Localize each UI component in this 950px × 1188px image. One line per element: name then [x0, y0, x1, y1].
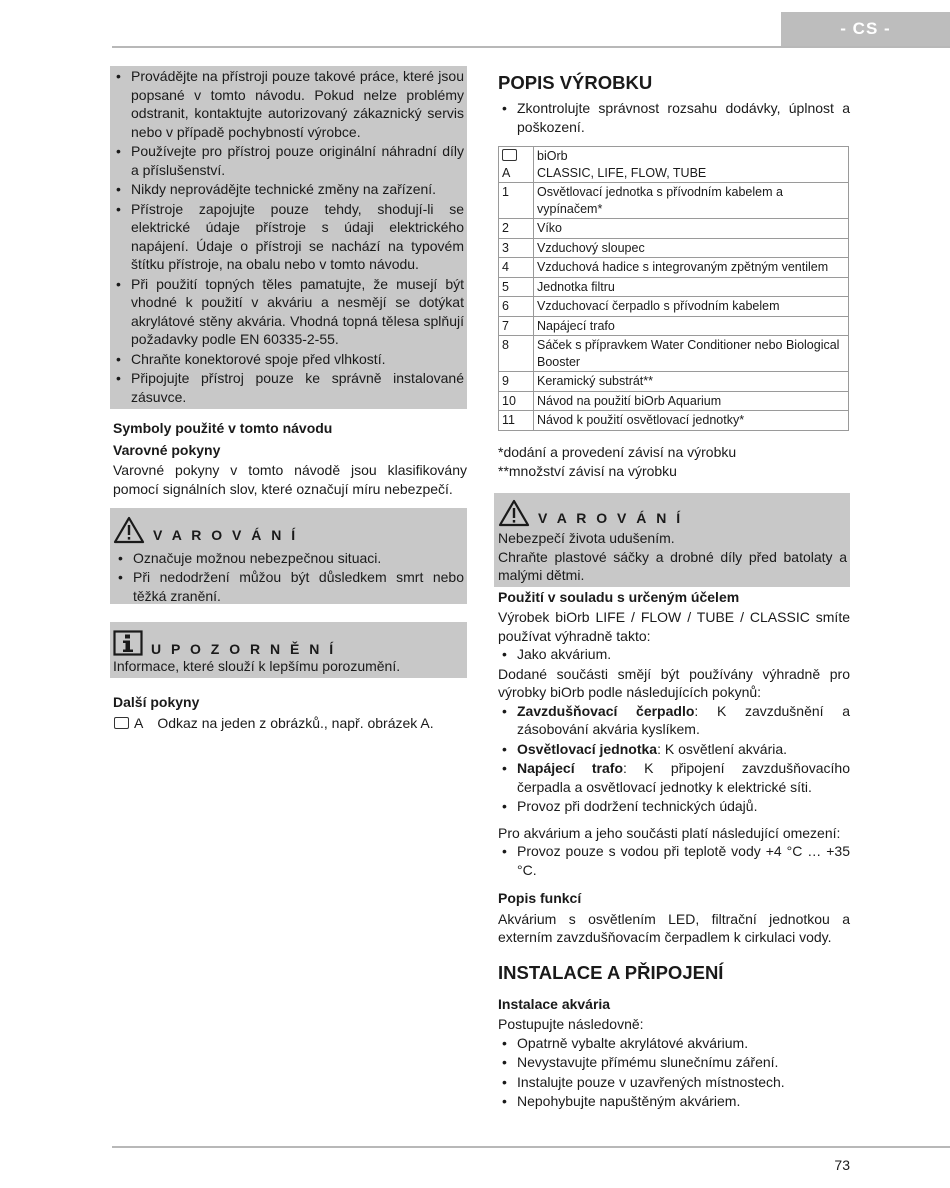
table-cell: Napájecí trafo	[534, 316, 849, 336]
installation-subheading: Instalace akvária	[498, 995, 611, 1012]
table-cell: Vzduchový sloupec	[534, 238, 849, 258]
table-cell: Jednotka filtru	[534, 277, 849, 297]
table-cell: 4	[499, 258, 534, 278]
parts-title: biOrb	[537, 149, 568, 163]
table-cell: Vzduchová hadice s integrovaným zpětným ventilem	[534, 258, 849, 278]
warning-title	[113, 508, 464, 545]
table-cell: Návod k použití osvětlovací jednotky*	[534, 411, 849, 431]
parts-models: CLASSIC, LIFE, FLOW, TUBE	[537, 165, 707, 180]
right-column	[494, 66, 850, 1112]
header-rule	[112, 46, 950, 48]
list-item: • Nikdy neprovádějte technické změny na zařízení.	[111, 180, 464, 199]
rule-term: Osvětlovací jednotka	[517, 740, 658, 757]
table-cell: 10	[499, 391, 534, 411]
limits-intro: Pro akvárium a jeho součásti platí následující omezení:	[498, 824, 841, 841]
table-row	[499, 411, 849, 431]
installation-intro: Postupujte následovně:	[498, 1016, 644, 1032]
product-description-heading: POPIS VÝROBKU	[498, 72, 653, 93]
table-row	[499, 316, 849, 336]
installation-heading: INSTALACE A PŘIPOJENÍ	[498, 961, 724, 983]
table-row	[499, 372, 849, 392]
list-item	[497, 759, 850, 796]
warning-list	[113, 549, 464, 606]
warning-line-2: Chraňte plastové sáčky a drobné díly před batolaty a malými dětmi.	[498, 548, 847, 583]
table-row	[499, 183, 849, 219]
list-item	[497, 740, 850, 759]
table-row	[499, 258, 849, 278]
rule-term: Napájecí trafo	[517, 760, 623, 776]
list-item: • Zkontrolujte správnost rozsahu dodávky, úplnost a poškození.	[497, 99, 850, 136]
intended-use-heading: Použití v souladu s určeným účelem	[498, 588, 740, 605]
page-number: 73	[834, 1157, 850, 1173]
rule-text: : K osvětlení akvária.	[657, 740, 788, 757]
language-tab: - CS -	[781, 12, 950, 47]
list-item: • Nevystavujte přímému slunečnímu záření.	[497, 1053, 850, 1072]
warnings-heading: Varovné pokyny	[113, 441, 221, 458]
table-cell	[534, 147, 849, 183]
notice-text: Informace, které slouží k lepšímu porozumění.	[113, 657, 401, 674]
rule-term: Zavzdušňovací čerpadlo	[517, 702, 695, 719]
list-item: • Připojujte přístroj pouze ke správně instalované zásuvce.	[111, 369, 464, 406]
left-column	[110, 66, 467, 732]
table-cell: Sáček s přípravkem Water Conditioner nebo Biological Booster	[534, 336, 849, 372]
warning-line-1: Nebezpečí života udušením.	[498, 530, 675, 546]
table-cell: 5	[499, 277, 534, 297]
table-cell: 3	[499, 238, 534, 258]
warning-triangle-icon	[113, 516, 145, 544]
list-item	[497, 797, 850, 816]
figure-letter: A	[502, 165, 511, 180]
table-cell: 2	[499, 219, 534, 239]
parts-usage-list	[494, 702, 850, 816]
list-item: • Chraňte konektorové spoje před vlhkostí.	[111, 350, 464, 369]
figure-reference	[110, 714, 467, 733]
notice-label: U P O Z O R N Ě N Í	[151, 641, 337, 657]
footnote-delivery: *dodání a provedení závisí na výrobku	[498, 443, 737, 460]
footer-rule	[112, 1146, 950, 1148]
list-item: • Instalujte pouze v uzavřených místnostech.	[497, 1073, 850, 1092]
list-item: • Přístroje zapojujte pouze tehdy, shodují-li se elektrické údaje přístroje s údaji elektrického napájení. Údaje o přístroji se nachází na typovém štítku přístroje, na obalu nebo v tomto návodu.	[111, 200, 464, 274]
warning-title	[498, 493, 847, 528]
list-item: • Jako akvárium.	[497, 645, 850, 664]
warning-label: V A R O V Á N Í	[153, 527, 299, 543]
rule-text: : K zavzdušnění a zásobování akvária kyslíkem.	[517, 702, 850, 737]
installation-steps	[494, 1034, 850, 1111]
list-item: • Opatrně vybalte akrylátové akvárium.	[497, 1034, 850, 1053]
list-item: • Provádějte na přístroji pouze takové práce, které jsou popsané v tomto návodu. Pokud nelze problémy odstranit, kontaktujte autorizovaný zákaznický servis nebo v případě pochybností výrobce.	[111, 67, 464, 141]
parts-table	[498, 146, 849, 431]
table-row	[499, 336, 849, 372]
safety-box	[110, 66, 467, 409]
table-cell: Víko	[534, 219, 849, 239]
warning-triangle-icon	[498, 499, 530, 527]
table-header-row	[499, 147, 849, 183]
table-cell: Keramický substrát**	[534, 372, 849, 392]
figure-letter: A	[134, 714, 144, 731]
parts-usage-intro: Dodané součásti smějí být používány výhradně pro výrobky biOrb podle následujících pokynů:	[498, 665, 850, 700]
table-cell: 8	[499, 336, 534, 372]
function-heading: Popis funkcí	[498, 890, 582, 906]
table-cell: 11	[499, 411, 534, 431]
safety-list	[111, 67, 464, 406]
rule-text: : K připojení zavzdušňovacího čerpadla a osvětlovací jednotky k elektrické síti.	[517, 760, 850, 795]
table-cell: Návod na použití biOrb Aquarium	[534, 391, 849, 411]
figure-icon	[502, 149, 517, 161]
list-item: • Nepohybujte napuštěným akváriem.	[497, 1092, 850, 1111]
footnote-quantity: **množství závisí na výrobku	[498, 463, 677, 479]
warning-label: V A R O V Á N Í	[538, 509, 684, 526]
table-cell: 7	[499, 316, 534, 336]
list-item: • Provoz pouze s vodou při teplotě vody +4 °C … +35 °C.	[497, 842, 850, 879]
table-cell	[499, 147, 534, 183]
table-row	[499, 297, 849, 317]
table-row	[499, 238, 849, 258]
warnings-text: Varovné pokyny v tomto návodě jsou klasifikovány pomocí signálních slov, které označují míru nebezpečí.	[113, 462, 467, 497]
table-row	[499, 277, 849, 297]
table-row	[499, 391, 849, 411]
rule-text: Provoz při dodržení technických údajů.	[517, 798, 758, 814]
list-item: • Při nedodržení můžou být důsledkem smrt nebo těžká zranění.	[113, 568, 464, 605]
notice-box	[110, 622, 467, 678]
product-warning-box	[494, 493, 850, 587]
info-icon	[113, 630, 143, 656]
list-item: • Označuje možnou nebezpečnou situaci.	[113, 549, 464, 568]
figure-icon	[114, 717, 129, 729]
table-row	[499, 219, 849, 239]
function-text: Akvárium s osvětlením LED, filtrační jednotkou a externím zavzdušňovacím čerpadlem k cirkulaci vody.	[498, 910, 850, 945]
list-item	[497, 702, 850, 739]
other-heading: Další pokyny	[113, 694, 200, 710]
table-cell: Vzduchovací čerpadlo s přívodním kabelem	[534, 297, 849, 317]
notice-title	[113, 622, 464, 659]
table-cell: 6	[499, 297, 534, 317]
list-item: • Při použití topných těles pamatujte, že musejí být vhodné k použití v akváriu a nesmějí se dotýkat akrylátové stěny akvária. Vhodná topná tělesa splňují požadavky podle EN 60335-2-55.	[111, 275, 464, 349]
warning-box	[110, 508, 467, 604]
table-cell: 9	[499, 372, 534, 392]
intended-use-intro: Výrobek biOrb LIFE / FLOW / TUBE / CLASSIC smíte používat výhradně takto:	[498, 609, 850, 644]
symbols-heading: Symboly použité v tomto návodu	[113, 420, 333, 436]
check-list	[494, 99, 850, 136]
table-cell: 1	[499, 183, 534, 219]
intended-use-list	[494, 645, 850, 664]
table-cell: Osvětlovací jednotka s přívodním kabelem a vypínačem*	[534, 183, 849, 219]
list-item: • Používejte pro přístroj pouze originální náhradní díly a příslušenství.	[111, 142, 464, 179]
limits-list	[494, 842, 850, 879]
figure-reference-text: Odkaz na jeden z obrázků., např. obrázek A.	[157, 714, 434, 731]
